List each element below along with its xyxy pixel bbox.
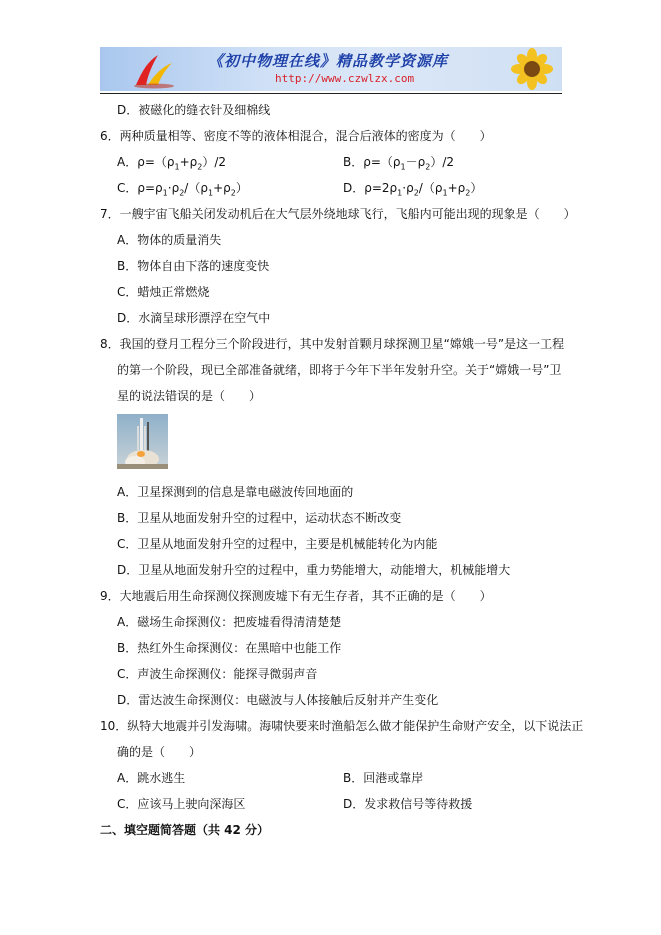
q10-option-b: B．回港或靠岸	[343, 771, 424, 785]
q10-stem-line2: 确的是（ ）	[117, 745, 202, 759]
q7-option-c: C．蜡烛正常燃烧	[117, 285, 210, 299]
q8-option-a: A．卫星探测到的信息是靠电磁波传回地面的	[117, 485, 354, 499]
q10-option-c: C．应该马上驶向深海区	[117, 797, 246, 811]
header-title: 《初中物理在线》精品教学资源库	[208, 52, 449, 70]
q8-option-d: D．卫星从地面发射升空的过程中，重力势能增大，动能增大，机械能增大	[117, 563, 511, 577]
header-url: http://www.czwlzx.com	[275, 72, 415, 85]
q9-stem: 9．大地震后用生命探测仪探测废墟下有无生存者，其不正确的是（ ）	[100, 589, 492, 603]
sunflower-icon	[508, 48, 556, 90]
q8-option-c: C．卫星从地面发射升空的过程中，主要是机械能转化为内能	[117, 537, 438, 551]
site-logo-icon	[132, 51, 176, 89]
q9-option-a: A．磁场生命探测仪：把废墟看得清清楚楚	[117, 615, 342, 629]
q10-option-d: D．发求救信号等待救援	[343, 797, 473, 811]
q8-stem-line1: 8．我国的登月工程分三个阶段进行，其中发射首颗月球探测卫星“嫦娥一号”是这一工程	[100, 337, 565, 351]
q8-stem-line3: 星的说法错误的是（ ）	[117, 389, 262, 403]
q6-option-d: D．$\rho=2\rho_1\cdot\rho_2/(\rho_1+\rho_2)$	[343, 181, 483, 198]
q7-stem: 7．一艘宇宙飞船关闭发动机后在大气层外绕地球飞行，飞船内可能出现的现象是（ ）	[100, 207, 576, 221]
header-rule	[100, 93, 562, 94]
section-heading: 二、填空题简答题（共 42 分）	[100, 823, 270, 837]
q9-option-d: D．雷达波生命探测仪：电磁波与人体接触后反射并产生变化	[117, 693, 439, 707]
rocket-launch-photo	[117, 414, 168, 469]
q6-option-c: C．$\rho=\rho_1\cdot\rho_2/(\rho_1+\rho_2)$	[117, 181, 248, 198]
q9-option-c: C．声波生命探测仪：能探寻微弱声音	[117, 667, 318, 681]
q6-stem: 6．两种质量相等、密度不等的液体相混合，混合后液体的密度为（ ）	[100, 129, 492, 143]
q7-option-b: B．物体自由下落的速度变快	[117, 259, 270, 273]
q9-option-b: B．热红外生命探测仪：在黑暗中也能工作	[117, 641, 342, 655]
q6-option-a: A．$\rho=(\rho_1+\rho_2)/2$	[117, 155, 227, 172]
q8-option-b: B．卫星从地面发射升空的过程中，运动状态不断改变	[117, 511, 402, 525]
q5-option-d: D．被磁化的缝衣针及细棉线	[117, 103, 271, 117]
q7-option-d: D．水滴呈球形漂浮在空气中	[117, 311, 271, 325]
q10-option-a: A．跳水逃生	[117, 771, 186, 785]
q8-stem-line2: 的第一个阶段，现已全部准备就绪，即将于今年下半年发射升空。关于“嫦娥一号”卫	[117, 363, 562, 377]
q6-option-b: B．$\rho=(\rho_1-\rho_2)/2$	[343, 155, 455, 172]
header-banner	[100, 47, 562, 91]
q7-option-a: A．物体的质量消失	[117, 233, 222, 247]
q10-stem-line1: 10．纵特大地震并引发海啸。海啸快要来时渔船怎么做才能保护生命财产安全，以下说法正	[100, 719, 584, 733]
